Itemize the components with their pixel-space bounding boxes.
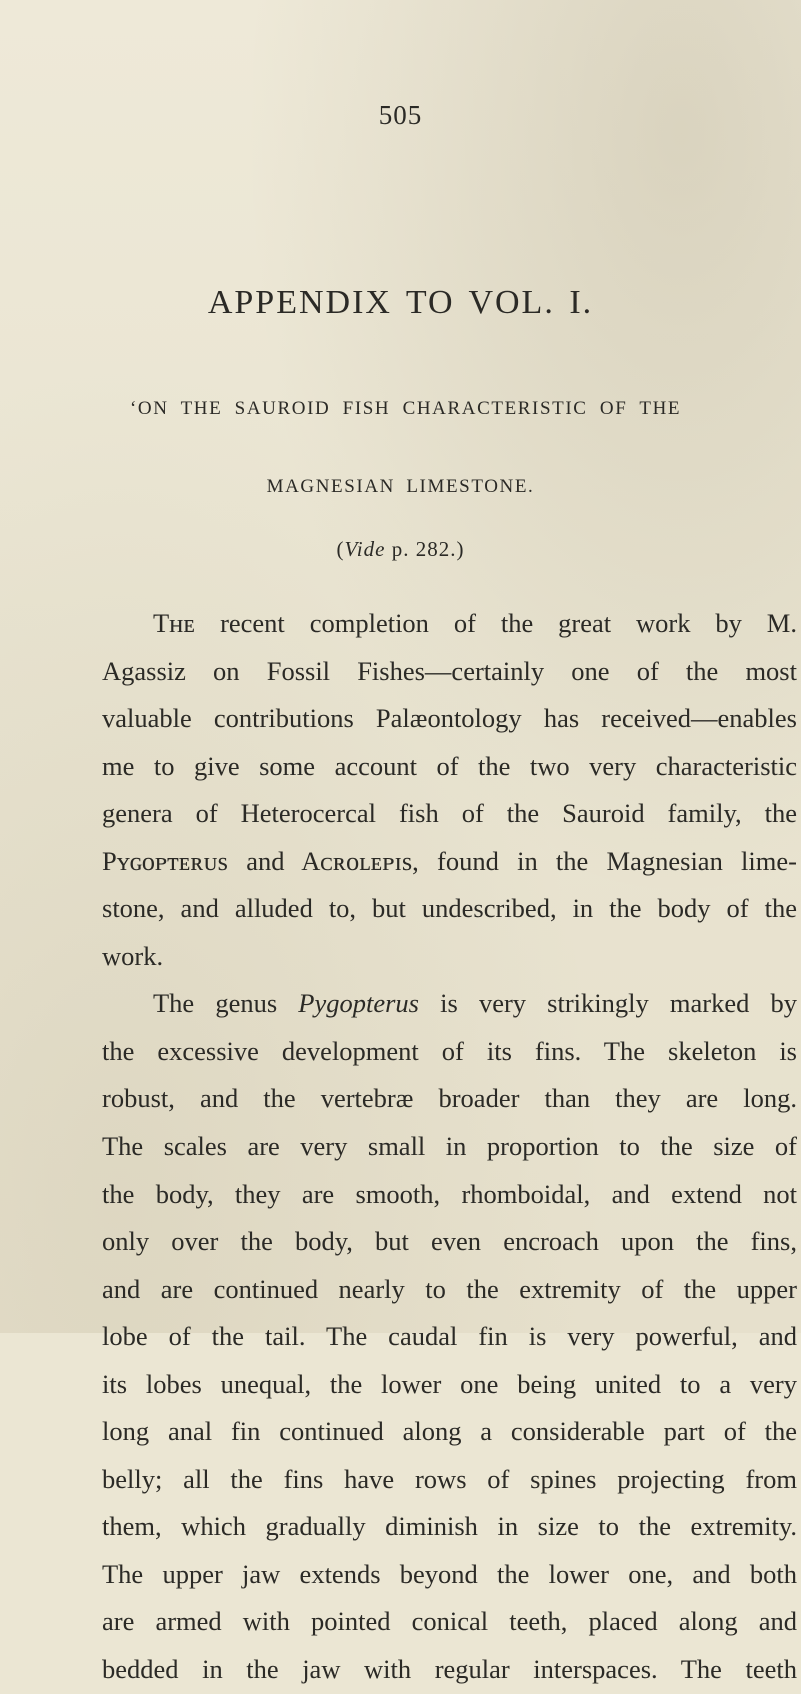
paragraph-1-line: valuable contributions Palæontology has received—enables [102, 703, 797, 734]
line-text: , found in the Magnesian lime- [412, 845, 797, 876]
body-text [102, 600, 797, 1694]
page-number: 505 [378, 100, 423, 130]
line-text: recent completion of the great work by M. [195, 608, 797, 638]
paragraph-2-line: The upper jaw extends beyond the lower one, and both [102, 1558, 797, 1589]
subtitle-line-2: MAGNESIAN LIMESTONE. [266, 476, 535, 497]
paragraph-1-line: work. [102, 940, 164, 971]
line-text: is very strikingly marked by [419, 988, 797, 1019]
line-text: Tʜᴇ [153, 608, 196, 638]
reference-open: ( [336, 537, 345, 561]
paragraph-2-line: only over the body, but even encroach upon the fins, [102, 1226, 797, 1257]
paragraph-2-line: lobe of the tail. The caudal fin is very powerful, and [102, 1321, 797, 1352]
line-text: and [227, 845, 302, 876]
paragraph-1-line [102, 838, 797, 886]
paragraph-1-line: me to give some account of the two very characteristic [102, 750, 797, 781]
line-text: The genus [153, 988, 299, 1019]
reference-rest: p. 282.) [385, 537, 465, 561]
genus-name-acrolepis: Aᴄʀᴏʟᴇᴘɪs [301, 845, 413, 876]
page-reference [0, 537, 801, 562]
paragraph-2-line: are armed with pointed conical teeth, placed along and [102, 1606, 797, 1637]
paragraph-1-line [102, 600, 797, 648]
subtitle-line-1: ‘ON THE SAUROID FISH CHARACTERISTIC OF THE [130, 398, 682, 419]
paragraph-2-line [102, 980, 797, 1028]
genus-name-pygopterus: Pʏɢᴏᴘᴛᴇʀᴜs [102, 845, 228, 876]
paragraph-1-line: stone, and alluded to, but undescribed, in the body of the [102, 893, 797, 924]
paragraph-2-line: them, which gradually diminish in size to the extremity. [102, 1511, 797, 1542]
reference-vide: Vide [344, 537, 386, 561]
paragraph-2-line: the excessive development of its fins. The skeleton is [102, 1035, 797, 1066]
paragraph-2-line: bedded in the jaw with regular interspaces. The teeth [102, 1654, 797, 1685]
paragraph-2-line: The scales are very small in proportion to the size of [102, 1131, 797, 1162]
paragraph-2-line: and are continued nearly to the extremity of the upper [102, 1273, 797, 1304]
paragraph-1-line: genera of Heterocercal fish of the Sauroid family, the [102, 798, 797, 829]
paragraph-2-line: belly; all the fins have rows of spines projecting from [102, 1463, 797, 1494]
paragraph-2-line: long anal fin continued along a considerable part of the [102, 1416, 797, 1447]
paragraph-2-line: its lobes unequal, the lower one being united to a very [102, 1368, 797, 1399]
genus-name-italic: Pygopterus [298, 988, 419, 1019]
appendix-heading: APPENDIX TO VOL. I. [207, 284, 594, 321]
paragraph-2-line: the body, they are smooth, rhomboidal, and extend not [102, 1178, 797, 1209]
paragraph-1-line: Agassiz on Fossil Fishes—certainly one of the most [102, 655, 797, 686]
paragraph-2-line: robust, and the vertebræ broader than they are long. [102, 1083, 797, 1114]
